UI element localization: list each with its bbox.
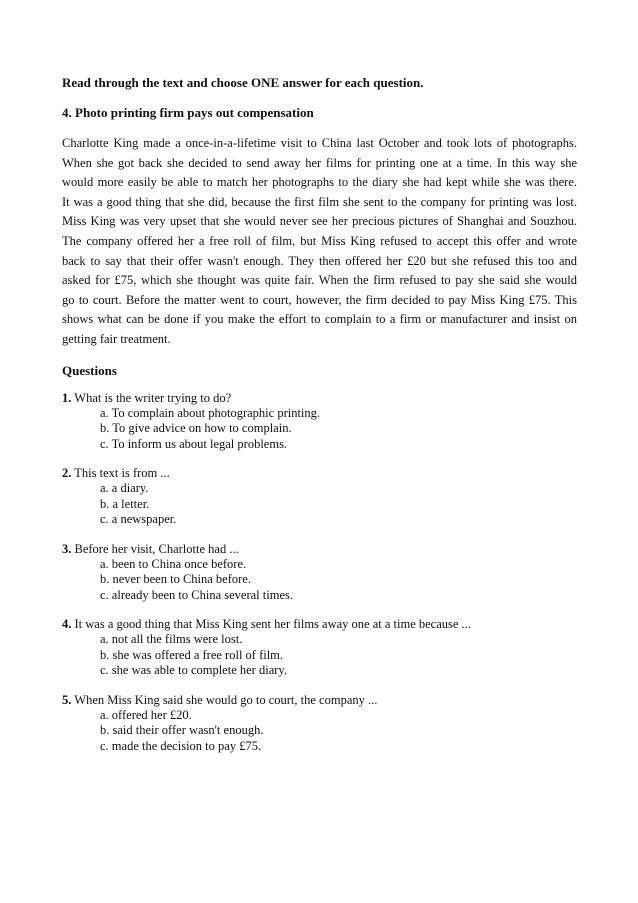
option-a[interactable]: a. been to China once before. — [100, 556, 247, 571]
question-number: 5. — [62, 692, 72, 707]
question-stem — [62, 541, 577, 557]
question-stem — [62, 465, 577, 481]
option-c[interactable]: c. she was able to complete her diary. — [100, 663, 287, 678]
article-title: 4. Photo printing firm pays out compensation — [62, 105, 314, 120]
article-line: would more easily be able to match her photographs to the diary she had kept while she was there. — [62, 175, 577, 190]
option-b[interactable]: b. a letter. — [100, 496, 150, 511]
article-line: asked for £75, which she thought was quite fair. When the firm refused to pay she said she would — [62, 273, 577, 288]
article-line: back to say that their offer wasn't enough. They then offered her £20 but she refused this too and — [62, 253, 577, 268]
instruction-text: Read through the text and choose ONE answer for each question. — [62, 75, 424, 90]
question-number: 3. — [62, 541, 72, 556]
question-number: 2. — [62, 466, 72, 481]
question-text: When Miss King said she would go to court, the company ... — [74, 692, 378, 707]
questions-heading: Questions — [62, 362, 117, 378]
article-line: shows what can be done if you make the effort to complain to a firm or manufacturer and insist on — [62, 312, 577, 327]
article-line: The company offered her a free roll of film, but Miss King refused to accept this offer and wrote — [62, 233, 577, 248]
option-a[interactable]: a. To complain about photographic printing. — [100, 405, 321, 420]
article-body — [62, 134, 577, 350]
question-3 — [62, 541, 577, 604]
options-list — [62, 557, 577, 604]
worksheet-page — [62, 74, 577, 767]
option-c[interactable]: c. already been to China several times. — [100, 587, 293, 602]
article-line: It was a good thing that she did, because the first film she sent to the company for printing was lost. — [62, 194, 577, 209]
question-stem — [62, 390, 577, 406]
options-list — [62, 481, 577, 528]
option-b[interactable]: b. To give advice on how to complain. — [100, 421, 292, 436]
option-c[interactable]: c. a newspaper. — [100, 512, 177, 527]
article-line: Miss King was very upset that she would never see her precious pictures of Shanghai and Souzhou. — [62, 214, 577, 229]
options-list — [62, 406, 577, 453]
option-a[interactable]: a. offered her £20. — [100, 707, 192, 722]
question-text: Before her visit, Charlotte had ... — [74, 541, 239, 556]
option-b[interactable]: b. said their offer wasn't enough. — [100, 723, 264, 738]
question-text: This text is from ... — [74, 466, 170, 481]
question-stem — [62, 692, 577, 708]
options-list — [62, 708, 577, 755]
option-a[interactable]: a. a diary. — [100, 481, 149, 496]
question-text: It was a good thing that Miss King sent her films away one at a time because ... — [74, 617, 471, 632]
question-text: What is the writer trying to do? — [74, 390, 232, 405]
question-1 — [62, 390, 577, 453]
question-4 — [62, 616, 577, 679]
article-line: When she got back she decided to send away her films for printing one at a time. In this way she — [62, 155, 577, 170]
option-b[interactable]: b. she was offered a free roll of film. — [100, 647, 284, 662]
question-number: 1. — [62, 390, 72, 405]
article-line: Charlotte King made a once-in-a-lifetime visit to China last October and took lots of photographs. — [62, 136, 577, 150]
article-line: go to court. Before the matter went to court, however, the firm decided to pay Miss King £75. This — [62, 292, 577, 307]
option-a[interactable]: a. not all the films were lost. — [100, 632, 243, 647]
question-2 — [62, 465, 577, 528]
options-list — [62, 632, 577, 679]
question-number: 4. — [62, 617, 72, 632]
article-line: getting fair treatment. — [62, 331, 171, 346]
question-stem — [62, 616, 577, 632]
question-5 — [62, 692, 577, 755]
option-c[interactable]: c. To inform us about legal problems. — [100, 436, 288, 451]
option-b[interactable]: b. never been to China before. — [100, 572, 251, 587]
option-c[interactable]: c. made the decision to pay £75. — [100, 738, 262, 753]
